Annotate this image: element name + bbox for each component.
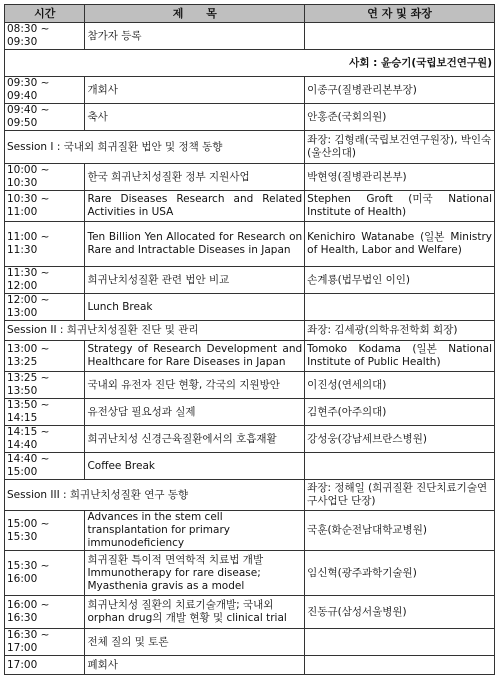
- row-title: 희귀난치성 신경근육질환에서의 호흡재활: [85, 426, 305, 453]
- row-speaker: 진동규(삼성서울병원): [305, 596, 495, 629]
- row-time: 17:00: [5, 656, 85, 675]
- row-time: 15:30 ~ 16:00: [5, 551, 85, 596]
- table-row: [5, 191, 495, 222]
- moderator-label: 사회 : 윤승기(국립보건연구원): [5, 50, 495, 77]
- row-time: 16:00 ~ 16:30: [5, 596, 85, 629]
- row-time: 09:30 ~ 09:40: [5, 77, 85, 104]
- table-row: [5, 77, 495, 104]
- session-title: Session II : 희귀난치성질환 진단 및 관리: [5, 321, 305, 341]
- row-title: Strategy of Research Development and Healthcare for Rare Diseases in Japan: [85, 341, 305, 372]
- row-time: 11:00 ~ 11:30: [5, 222, 85, 267]
- session-chair: 좌장: 정해일 (희귀질환 진단치료기술연구사업단 단장): [305, 480, 495, 511]
- row-time: 10:00 ~ 10:30: [5, 164, 85, 191]
- table-row: [5, 164, 495, 191]
- session-chair: 좌장: 김세광(의학유전학회 회장): [305, 321, 495, 341]
- row-time: 13:50 ~ 14:15: [5, 399, 85, 426]
- row-title: Coffee Break: [85, 453, 305, 480]
- table-row: [5, 104, 495, 131]
- session-row: [5, 131, 495, 164]
- row-time: 16:30 ~ 17:00: [5, 629, 85, 656]
- row-title: 희귀난치성질환 관련 법안 비교: [85, 267, 305, 294]
- table-row: [5, 453, 495, 480]
- row-speaker: Tomoko Kodama (일본 National Institute of Public Health): [305, 341, 495, 372]
- table-row: [5, 596, 495, 629]
- row-speaker: Kenichiro Watanabe (일본 Ministry of Health, Labor and Welfare): [305, 222, 495, 267]
- table-row: [5, 222, 495, 267]
- row-speaker: 박현영(질병관리본부): [305, 164, 495, 191]
- row-time: 09:40 ~ 09:50: [5, 104, 85, 131]
- row-time: 10:30 ~ 11:00: [5, 191, 85, 222]
- row-title: 전체 질의 및 토론: [85, 629, 305, 656]
- table-row: [5, 426, 495, 453]
- row-time: 13:00 ~ 13:25: [5, 341, 85, 372]
- row-time: 15:00 ~ 15:30: [5, 511, 85, 551]
- table-row: [5, 511, 495, 551]
- session-chair: 좌장: 김형래(국립보건연구원장), 박인숙(울산의대): [305, 131, 495, 164]
- row-speaker: 강성웅(강남세브란스병원): [305, 426, 495, 453]
- session-title: Session I : 국내외 희귀질환 법안 및 정책 동향: [5, 131, 305, 164]
- row-title: Advances in the stem cell transplantation for primary immunodeficiency: [85, 511, 305, 551]
- row-speaker: 임신혁(광주과학기술원): [305, 551, 495, 596]
- table-row: [5, 656, 495, 675]
- row-speaker: [305, 453, 495, 480]
- table-row: [5, 341, 495, 372]
- table-row: [5, 267, 495, 294]
- row-speaker: 손계룡(법무법인 이인): [305, 267, 495, 294]
- row-time: 14:40 ~ 15:00: [5, 453, 85, 480]
- session-row: [5, 480, 495, 511]
- header-time: 시간: [5, 5, 85, 23]
- row-title: Lunch Break: [85, 294, 305, 321]
- table-row: [5, 23, 495, 50]
- schedule-table: [4, 4, 495, 675]
- header-row: [5, 5, 495, 23]
- header-title: 제 목: [85, 5, 305, 23]
- row-speaker: [305, 23, 495, 50]
- row-speaker: 김현주(아주의대): [305, 399, 495, 426]
- row-speaker: 국훈(화순전남대학교병원): [305, 511, 495, 551]
- row-speaker: 이진성(연세의대): [305, 372, 495, 399]
- row-time: 11:30 ~ 12:00: [5, 267, 85, 294]
- row-time: 08:30 ~ 09:30: [5, 23, 85, 50]
- moderator-row: [5, 50, 495, 77]
- row-title: Rare Diseases Research and Related Activities in USA: [85, 191, 305, 222]
- row-speaker: [305, 656, 495, 675]
- table-row: [5, 551, 495, 596]
- table-row: [5, 294, 495, 321]
- row-title: Ten Billion Yen Allocated for Research on Rare and Intractable Diseases in Japan: [85, 222, 305, 267]
- row-speaker: [305, 629, 495, 656]
- session-title: Session III : 희귀난치성질환 연구 동향: [5, 480, 305, 511]
- header-speaker: 연 자 및 좌장: [305, 5, 495, 23]
- row-time: 12:00 ~ 13:00: [5, 294, 85, 321]
- row-title: 국내외 유전자 진단 현황, 각국의 지원방안: [85, 372, 305, 399]
- row-title: 희귀난치성 질환의 치료기술개발; 국내외 orphan drug의 개발 현황 및 clinical trial: [85, 596, 305, 629]
- row-title: 한국 희귀난치성질환 정부 지원사업: [85, 164, 305, 191]
- program-schedule: [4, 4, 495, 675]
- row-title: 희귀질환 특이적 면역학적 치료법 개발 Immunotherapy for rare disease; Myasthenia gravis as a model: [85, 551, 305, 596]
- row-speaker: Stephen Groft (미국 National Institute of Health): [305, 191, 495, 222]
- row-speaker: 안홍준(국회의원): [305, 104, 495, 131]
- row-title: 축사: [85, 104, 305, 131]
- table-row: [5, 399, 495, 426]
- row-title: 참가자 등록: [85, 23, 305, 50]
- row-speaker: [305, 294, 495, 321]
- row-time: 14:15 ~ 14:40: [5, 426, 85, 453]
- row-time: 13:25 ~ 13:50: [5, 372, 85, 399]
- row-title: 유전상담 필요성과 실제: [85, 399, 305, 426]
- row-speaker: 이종구(질병관리본부장): [305, 77, 495, 104]
- row-title: 개회사: [85, 77, 305, 104]
- table-row: [5, 629, 495, 656]
- session-row: [5, 321, 495, 341]
- table-row: [5, 372, 495, 399]
- row-title: 폐회사: [85, 656, 305, 675]
